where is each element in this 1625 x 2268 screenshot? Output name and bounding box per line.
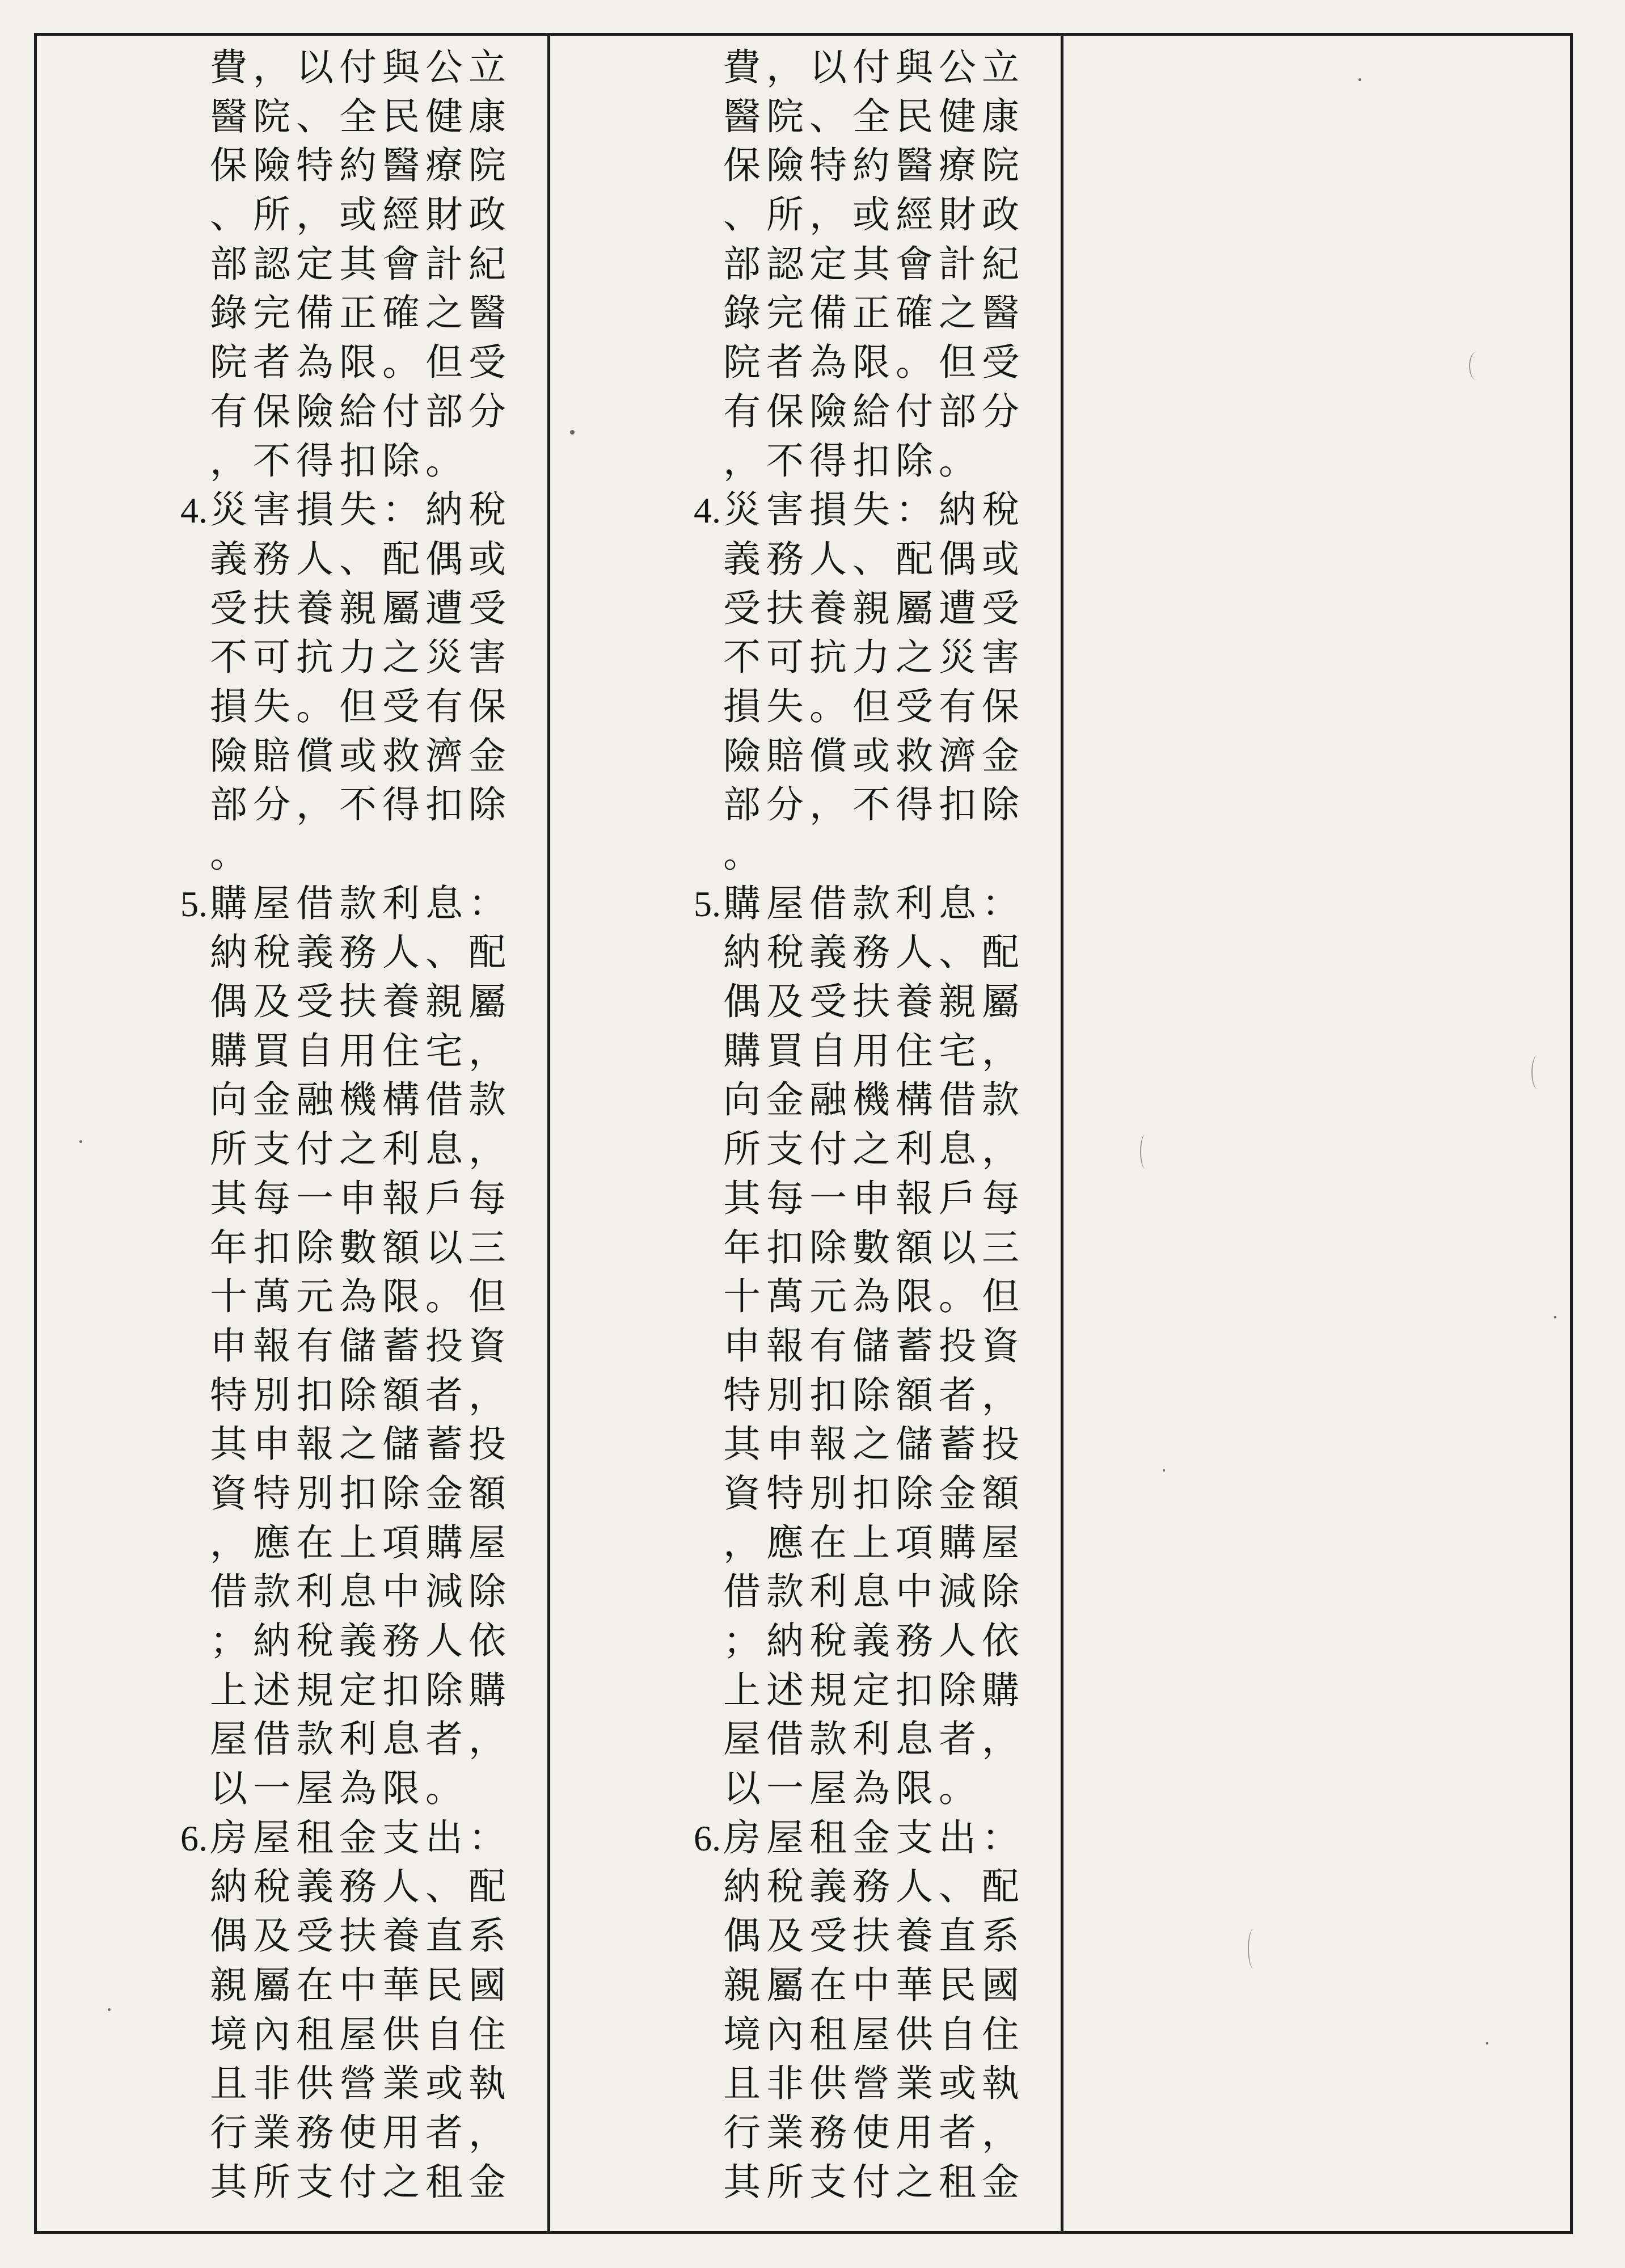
list-item-number: 5. <box>694 883 721 924</box>
text-line: ，不得扣除。 <box>210 439 468 483</box>
list-item-heading <box>180 879 539 929</box>
text-line: 且非供營業或執 <box>723 2062 1025 2106</box>
column-text-left <box>180 43 539 2207</box>
text-line: ，應在上項購屋 <box>210 1520 512 1565</box>
list-item-number: 4. <box>180 490 208 531</box>
text-line: 所支付之利息， <box>723 1127 1025 1171</box>
text-line: 上述規定扣除購 <box>723 1668 1025 1712</box>
text-line: 申報有儲蓄投資 <box>210 1323 512 1368</box>
text-line: 部認定其會計紀 <box>723 242 1025 286</box>
text-line: 費，以付與公立 <box>723 45 1025 89</box>
list-item-heading <box>180 1814 539 1863</box>
text-line: 受扶養親屬遭受 <box>210 586 512 630</box>
text-line: 且非供營業或執 <box>210 2062 512 2106</box>
text-line: 其申報之儲蓄投 <box>210 1422 512 1466</box>
text-line: 行業務使用者， <box>723 2110 1025 2155</box>
list-item-heading <box>694 486 1052 535</box>
text-line: 資特別扣除金額 <box>723 1471 1025 1515</box>
text-line: 借款利息中減除 <box>210 1570 512 1614</box>
text-line: 其申報之儲蓄投 <box>723 1422 1025 1466</box>
text-line: 費，以付與公立 <box>210 45 512 89</box>
text-line: 偶及受扶養直系 <box>723 1914 1025 1958</box>
text-line: 十萬元為限。但 <box>210 1275 512 1319</box>
text-line: 其所支付之租金 <box>723 2160 1025 2204</box>
text-line: ，不得扣除。 <box>723 439 982 483</box>
text-line: 有保險給付部分 <box>723 389 1025 433</box>
text-line: 購買自用住宅， <box>210 1028 512 1073</box>
list-item-text: 災害損失：納稅 <box>723 488 1025 532</box>
text-line: 受扶養親屬遭受 <box>723 586 1025 630</box>
text-line: 。 <box>723 832 766 876</box>
text-line: 錄完備正確之醫 <box>723 291 1025 335</box>
table-column-right <box>1063 33 1570 2234</box>
text-line: 損失。但受有保 <box>723 684 1025 728</box>
text-line: 保險特約醫療院 <box>210 144 512 188</box>
list-item-text: 房屋租金支出： <box>210 1815 512 1860</box>
text-line: 行業務使用者， <box>210 2110 512 2155</box>
text-line: 向金融機構借款 <box>210 1078 512 1122</box>
text-line: 醫院、全民健康 <box>210 94 512 138</box>
list-item-number: 4. <box>694 490 721 531</box>
text-line: 屋借款利息者， <box>210 1717 512 1761</box>
text-line: 所支付之利息， <box>210 1127 512 1171</box>
text-line: 其每一申報戶每 <box>723 1176 1025 1220</box>
text-line: 義務人、配偶或 <box>723 537 1025 581</box>
text-line: 借款利息中減除 <box>723 1570 1025 1614</box>
table-column-middle <box>550 33 1061 2234</box>
table-column-left <box>37 33 547 2234</box>
text-line: 境內租屋供自住 <box>210 2012 512 2056</box>
text-line: 十萬元為限。但 <box>723 1275 1025 1319</box>
list-item-heading <box>694 879 1052 929</box>
text-line: 境內租屋供自住 <box>723 2012 1025 2056</box>
text-line: 資特別扣除金額 <box>210 1471 512 1515</box>
text-line: 納稅義務人、配 <box>210 1865 512 1909</box>
text-line: 納稅義務人、配 <box>210 930 512 975</box>
text-line: 險賠償或救濟金 <box>723 733 1025 778</box>
text-line: 納稅義務人、配 <box>723 930 1025 975</box>
list-item-number: 6. <box>694 1818 721 1858</box>
text-line: 向金融機構借款 <box>723 1078 1025 1122</box>
text-line: 其所支付之租金 <box>210 2160 512 2204</box>
text-line: 醫院、全民健康 <box>723 94 1025 138</box>
text-line: 親屬在中華民國 <box>723 1963 1025 2007</box>
text-line: 損失。但受有保 <box>210 684 512 728</box>
text-line: 義務人、配偶或 <box>210 537 512 581</box>
list-item-heading <box>180 486 539 535</box>
text-line: 購買自用住宅， <box>723 1028 1025 1073</box>
text-line: ，應在上項購屋 <box>723 1520 1025 1565</box>
text-line: 以一屋為限。 <box>723 1767 982 1811</box>
text-line: 偶及受扶養親屬 <box>210 980 512 1024</box>
text-line: 保險特約醫療院 <box>723 144 1025 188</box>
text-line: 特別扣除額者， <box>723 1373 1025 1417</box>
text-line: 院者為限。但受 <box>723 340 1025 385</box>
text-line: 險賠償或救濟金 <box>210 733 512 778</box>
list-item-heading <box>694 1814 1052 1863</box>
text-line: 不可抗力之災害 <box>723 635 1025 680</box>
text-line: 納稅義務人、配 <box>723 1865 1025 1909</box>
text-line: 。 <box>210 832 253 876</box>
text-line: 其每一申報戶每 <box>210 1176 512 1220</box>
text-line: 親屬在中華民國 <box>210 1963 512 2007</box>
text-line: 偶及受扶養直系 <box>210 1914 512 1958</box>
text-line: 部分，不得扣除 <box>723 783 1025 827</box>
list-item-text: 房屋租金支出： <box>723 1815 1025 1860</box>
text-line: 部認定其會計紀 <box>210 242 512 286</box>
list-item-text: 購屋借款利息： <box>723 881 1025 925</box>
list-item-text: 災害損失：納稅 <box>210 488 512 532</box>
text-line: 特別扣除額者， <box>210 1373 512 1417</box>
text-line: ；納稅義務人依 <box>210 1619 512 1663</box>
text-line: 、所，或經財政 <box>210 193 512 237</box>
text-line: ；納稅義務人依 <box>723 1619 1025 1663</box>
text-line: 錄完備正確之醫 <box>210 291 512 335</box>
text-line: 有保險給付部分 <box>210 389 512 433</box>
text-line: 年扣除數額以三 <box>723 1225 1025 1270</box>
list-item-number: 6. <box>180 1818 208 1858</box>
text-line: 不可抗力之災害 <box>210 635 512 680</box>
list-item-number: 5. <box>180 883 208 924</box>
text-line: 、所，或經財政 <box>723 193 1025 237</box>
text-line: 部分，不得扣除 <box>210 783 512 827</box>
text-line: 屋借款利息者， <box>723 1717 1025 1761</box>
text-line: 偶及受扶養親屬 <box>723 980 1025 1024</box>
list-item-text: 購屋借款利息： <box>210 881 512 925</box>
text-line: 上述規定扣除購 <box>210 1668 512 1712</box>
text-line: 院者為限。但受 <box>210 340 512 385</box>
text-line: 以一屋為限。 <box>210 1767 468 1811</box>
text-line: 年扣除數額以三 <box>210 1225 512 1270</box>
column-text-middle <box>694 43 1052 2207</box>
text-line: 申報有儲蓄投資 <box>723 1323 1025 1368</box>
